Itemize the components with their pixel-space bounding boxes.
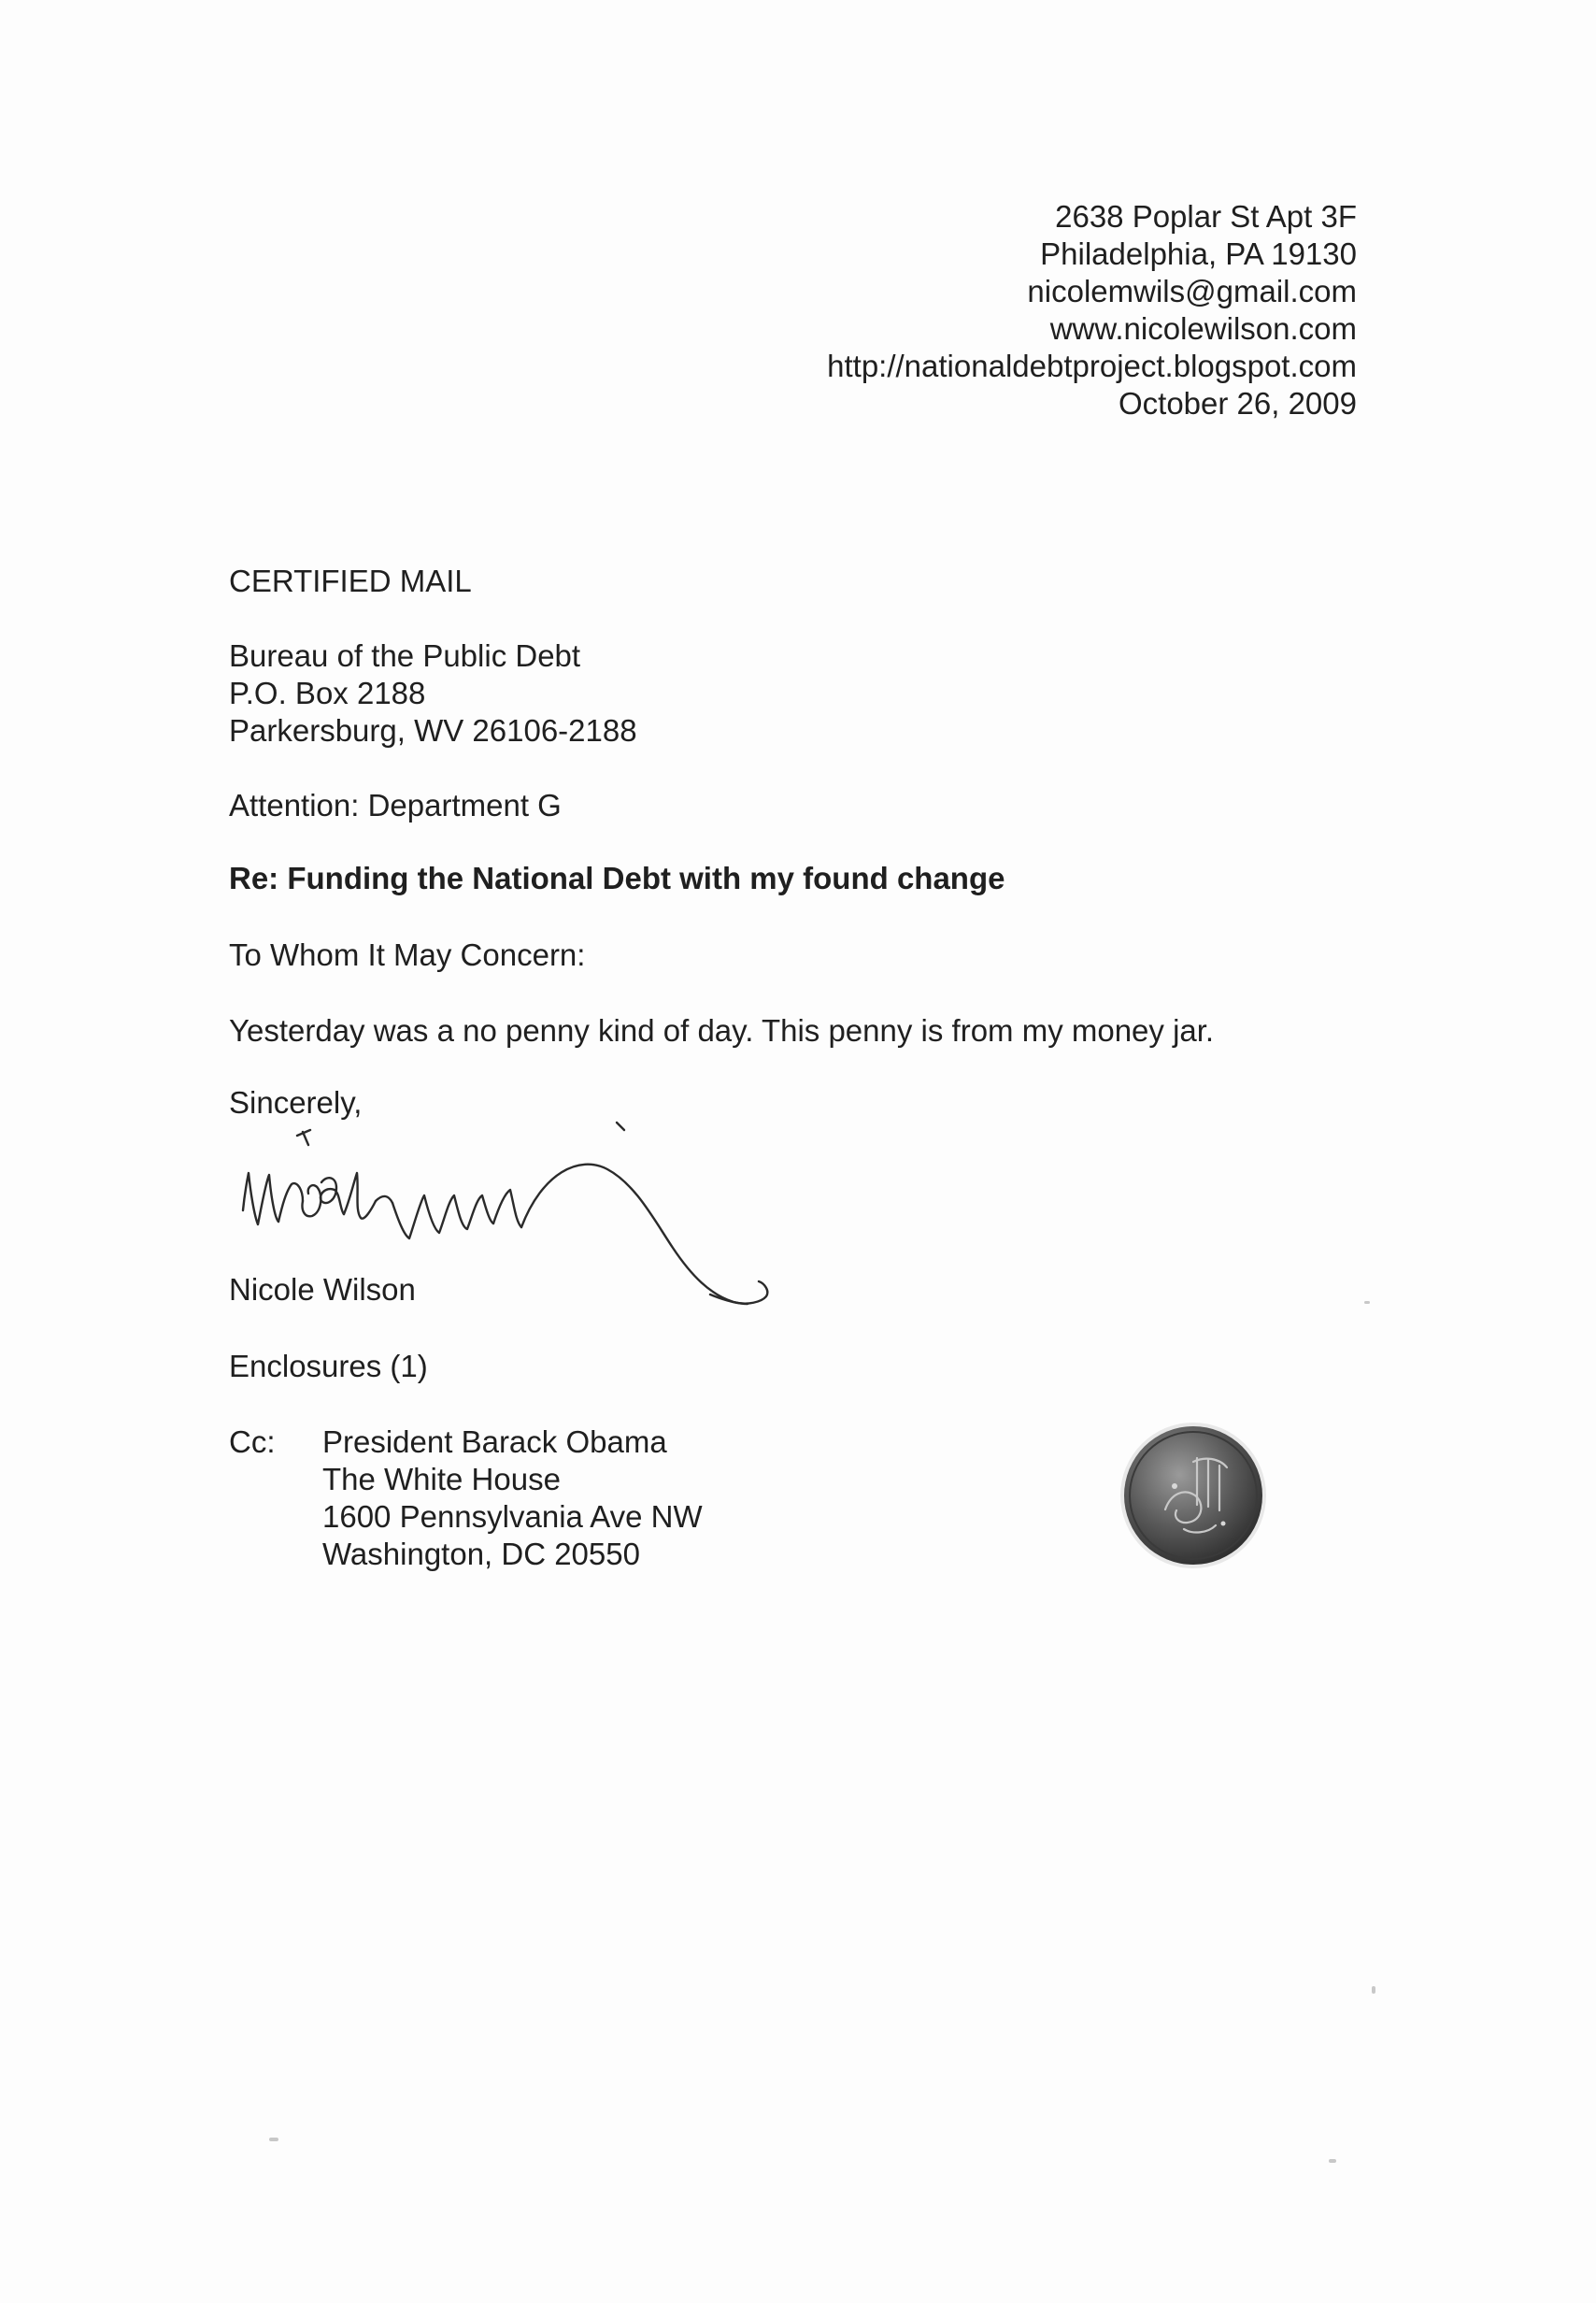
enclosures-line: Enclosures (1) bbox=[229, 1349, 428, 1383]
cc-label: Cc: bbox=[229, 1424, 276, 1459]
subject-line: Re: Funding the National Debt with my found change bbox=[229, 861, 1005, 895]
recipient-po-box: P.O. Box 2188 bbox=[229, 676, 426, 710]
scan-speck bbox=[1372, 1986, 1375, 1994]
cc-address-block bbox=[322, 1423, 703, 1573]
cc-name: President Barack Obama bbox=[322, 1424, 667, 1459]
salutation: To Whom It May Concern: bbox=[229, 937, 586, 972]
closing: Sincerely, bbox=[229, 1085, 363, 1120]
attention-line: Attention: Department G bbox=[229, 788, 562, 822]
scan-speck bbox=[1329, 2159, 1336, 2163]
letter-date: October 26, 2009 bbox=[1118, 386, 1357, 421]
cc-line2: The White House bbox=[322, 1462, 561, 1496]
recipient-city-state-zip: Parkersburg, WV 26106-2188 bbox=[229, 713, 637, 748]
scan-speck bbox=[269, 2138, 278, 2141]
sender-address-line2: Philadelphia, PA 19130 bbox=[1040, 236, 1357, 271]
sender-address-block bbox=[827, 198, 1357, 422]
letter-body: Yesterday was a no penny kind of day. This penny is from my money jar. bbox=[229, 1013, 1215, 1048]
sender-blog: http://nationaldebtproject.blogspot.com bbox=[827, 349, 1357, 383]
sender-website: www.nicolewilson.com bbox=[1049, 311, 1357, 346]
signer-name: Nicole Wilson bbox=[229, 1272, 416, 1307]
scan-speck bbox=[1364, 1301, 1370, 1304]
recipient-address-block bbox=[229, 637, 637, 750]
cc-city-state-zip: Washington, DC 20550 bbox=[322, 1537, 640, 1571]
penny-coin-icon bbox=[1119, 1421, 1268, 1570]
recipient-name: Bureau of the Public Debt bbox=[229, 638, 581, 673]
mail-type: CERTIFIED MAIL bbox=[229, 564, 472, 598]
cc-street: 1600 Pennsylvania Ave NW bbox=[322, 1499, 703, 1534]
sender-email: nicolemwils@gmail.com bbox=[1027, 274, 1357, 308]
sender-address-line1: 2638 Poplar St Apt 3F bbox=[1055, 199, 1357, 234]
